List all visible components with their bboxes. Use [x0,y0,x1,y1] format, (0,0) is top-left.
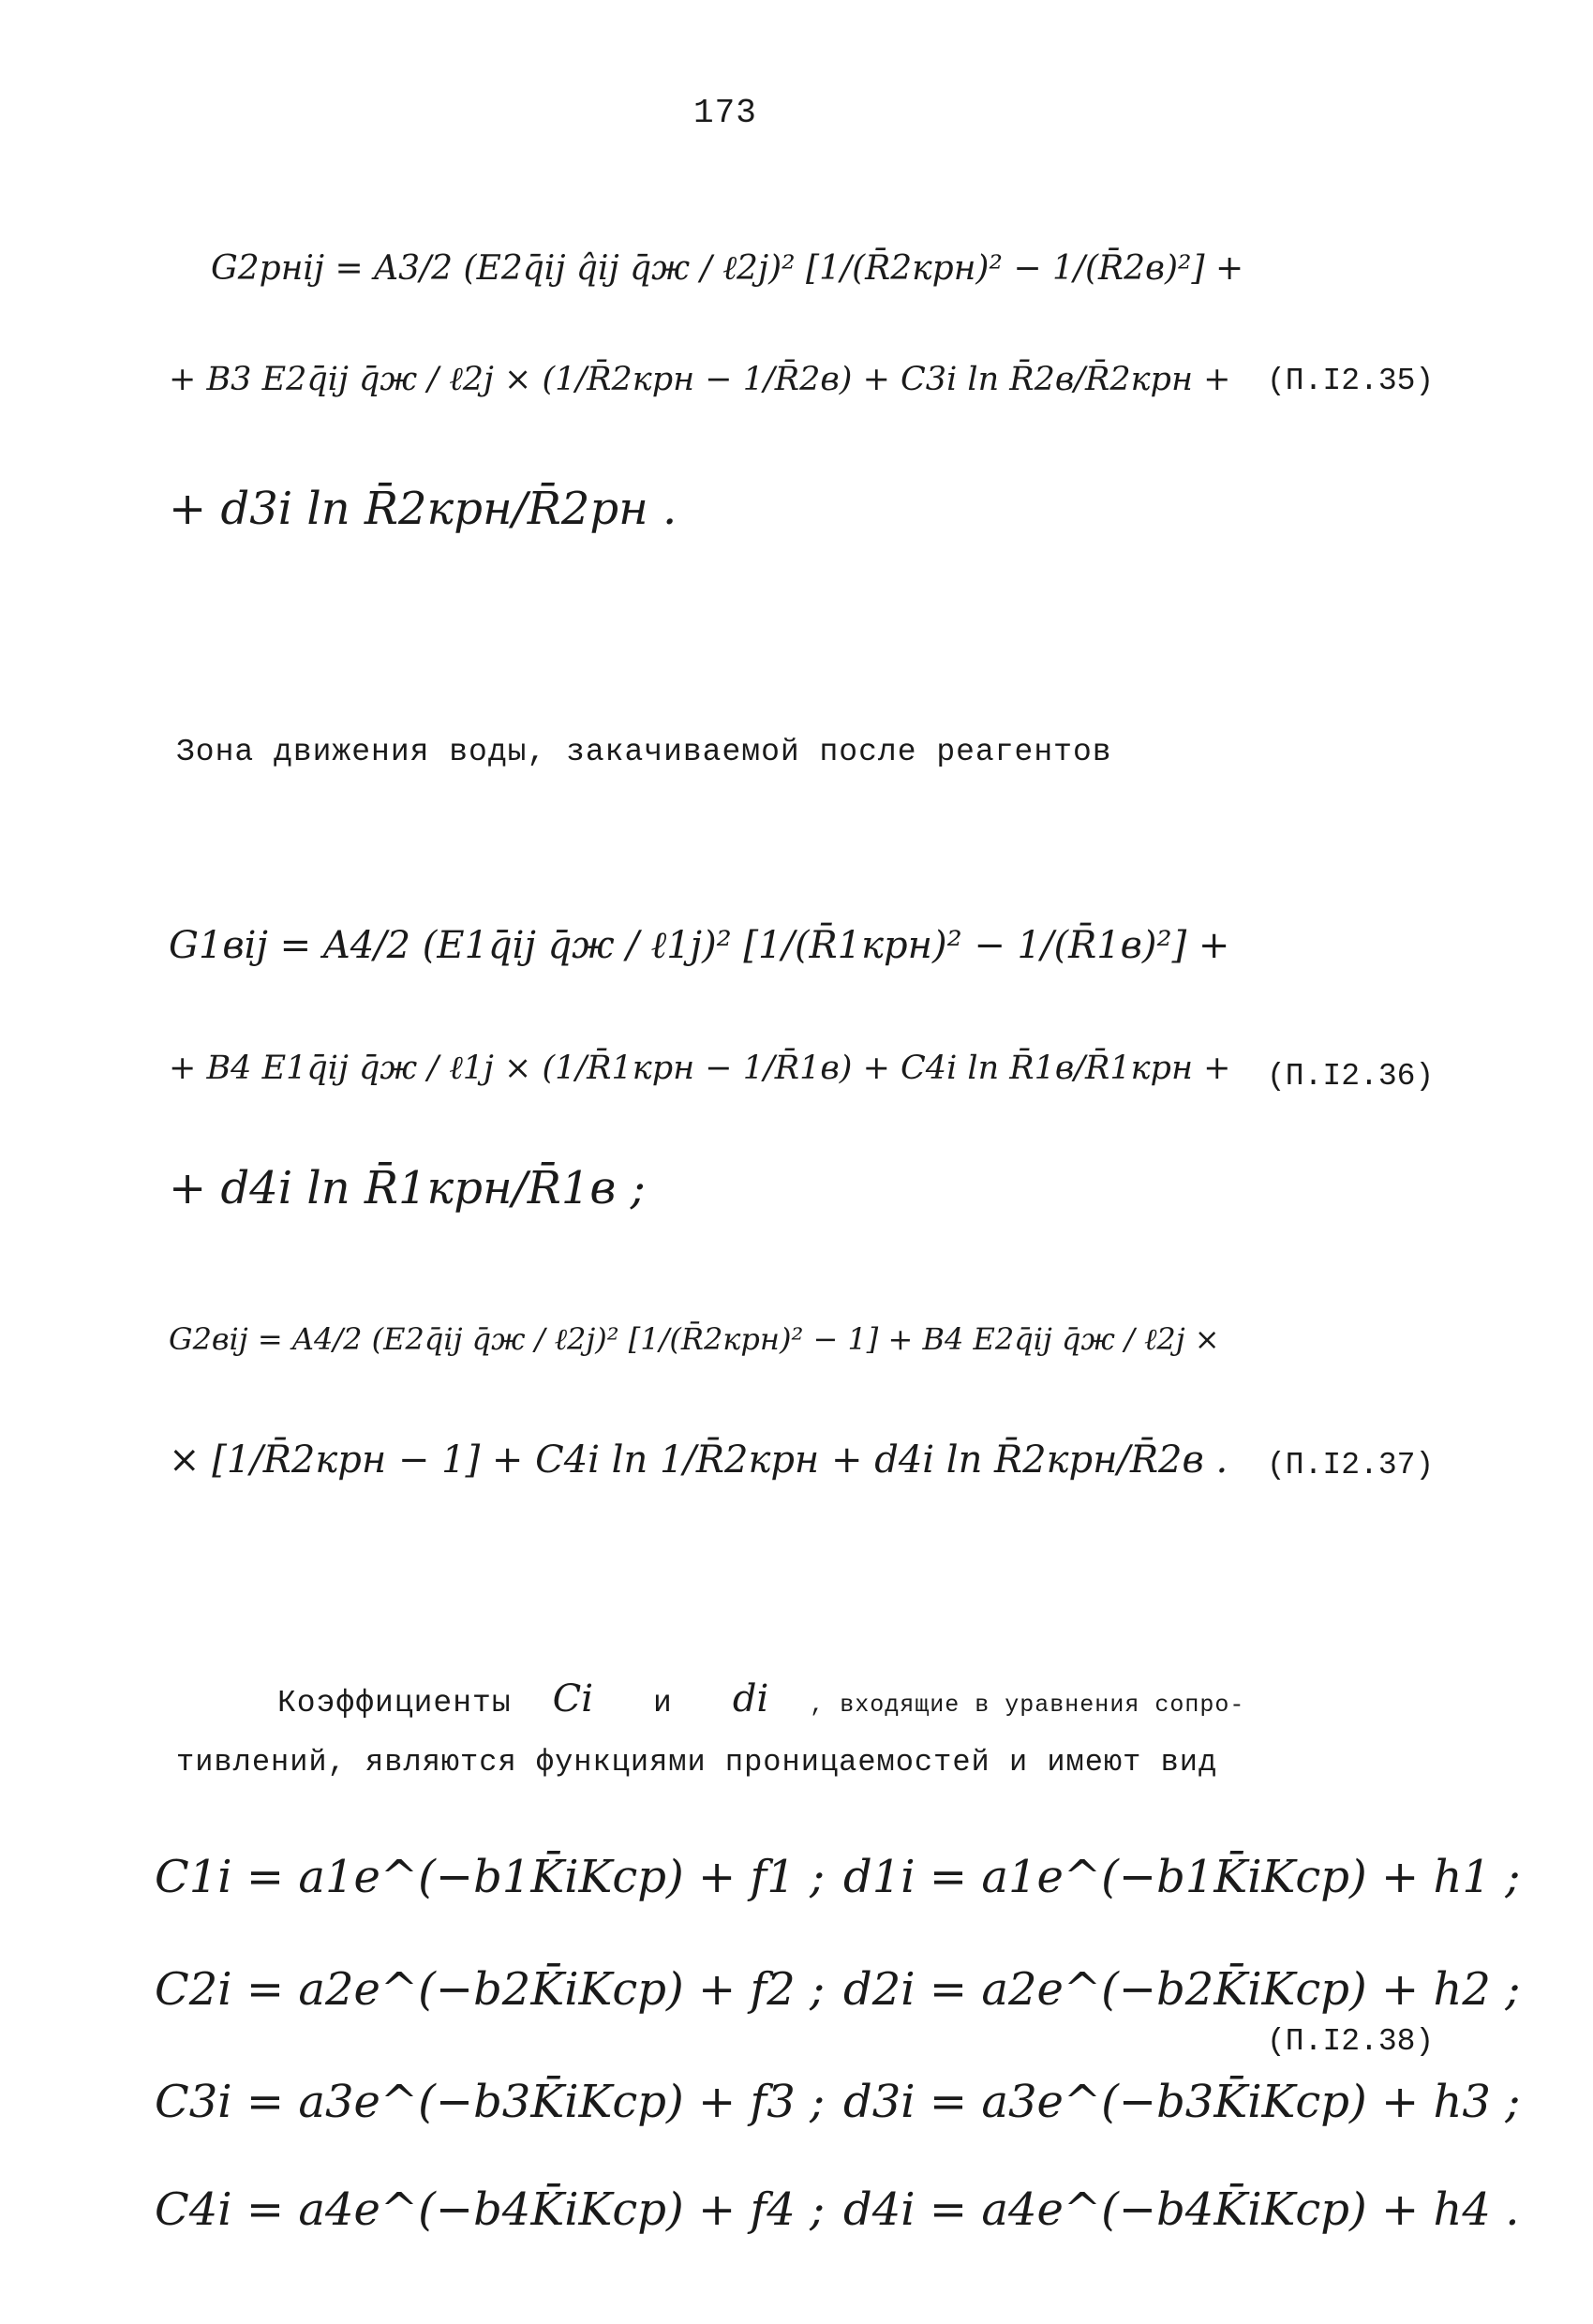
equation-12-38-row-1-d: d1i = a1e^(−b1K̄iKcp) + h1 ; [843,1851,1521,1903]
equation-12-38-row-4-d: d4i = a4e^(−b4K̄iKcp) + h4 . [843,2183,1520,2236]
coef-c-symbol: Ci [552,1677,594,1721]
coef-d-symbol: di [732,1677,769,1721]
equation-12-35-line-3: + d3i ln R̄2кpн/R̄2pн . [169,483,677,535]
coefficients-paragraph-line-2: тивлений, являются функциями проницаемостей и имеют вид [176,1745,1218,1780]
equation-12-36-number: (П.I2.36) [1267,1059,1435,1094]
equation-12-36-line-2: + B4 E1q̄ij q̄ж / ℓ1j × (1/R̄1кpн − 1/R̄1в) + C4i ln R̄1в/R̄1кpн + [169,1050,1231,1087]
equation-12-38-number: (П.I2.38) [1267,2024,1435,2059]
equation-12-37-line-2: × [1/R̄2кpн − 1] + C4i ln 1/R̄2кpн + d4i ln R̄2кpн/R̄2в . [169,1438,1228,1482]
equation-12-38-row-3-d: d3i = a3e^(−b3K̄iKcp) + h3 ; [843,2076,1521,2128]
equation-12-38-row-1-c: C1i = a1e^(−b1K̄iKcp) + f1 ; [155,1851,826,1903]
equation-12-38-row-4-c: C4i = a4e^(−b4K̄iKcp) + f4 ; [155,2183,826,2236]
equation-12-35-line-1: G2pнij = A3/2 (E2q̄ij q̂ij q̄ж / ℓ2j)² [1/(R̄2кpн)² − 1/(R̄2в)²] + [211,249,1244,288]
zone-heading: Зона движения воды, закачиваемой после реагентов [176,735,1112,769]
equation-12-35-line-2: + B3 E2q̄ij q̄ж / ℓ2j × (1/R̄2кpн − 1/R̄2в) + C3i ln R̄2в/R̄2кpн + [169,361,1231,398]
equation-12-35-number: (П.I2.35) [1267,364,1435,398]
coef-intro-text: Коэффициенты [277,1686,512,1721]
coef-intro-rest: , входящие в уравнения сопро- [810,1691,1245,1719]
page-number: 173 [693,94,757,132]
coefficients-paragraph-line-1 [277,1677,1244,1721]
equation-12-37-number: (П.I2.37) [1267,1448,1435,1482]
coef-and-text: и [653,1686,673,1721]
equation-12-38-row-2-d: d2i = a2e^(−b2K̄iKcp) + h2 ; [843,1963,1521,2016]
equation-12-38-row-2-c: C2i = a2e^(−b2K̄iKcp) + f2 ; [155,1963,826,2016]
equation-12-36-line-1: G1вij = A4/2 (E1q̄ij q̄ж / ℓ1j)² [1/(R̄1кpн)² − 1/(R̄1в)²] + [169,924,1230,967]
equation-12-37-line-1: G2вij = A4/2 (E2q̄ij q̄ж / ℓ2j)² [1/(R̄2кpн)² − 1] + B4 E2q̄ij q̄ж / ℓ2j × [169,1321,1220,1357]
equation-12-38-row-3-c: C3i = a3e^(−b3K̄iKcp) + f3 ; [155,2076,826,2128]
equation-12-36-line-3: + d4i ln R̄1кpн/R̄1в ; [169,1162,646,1214]
